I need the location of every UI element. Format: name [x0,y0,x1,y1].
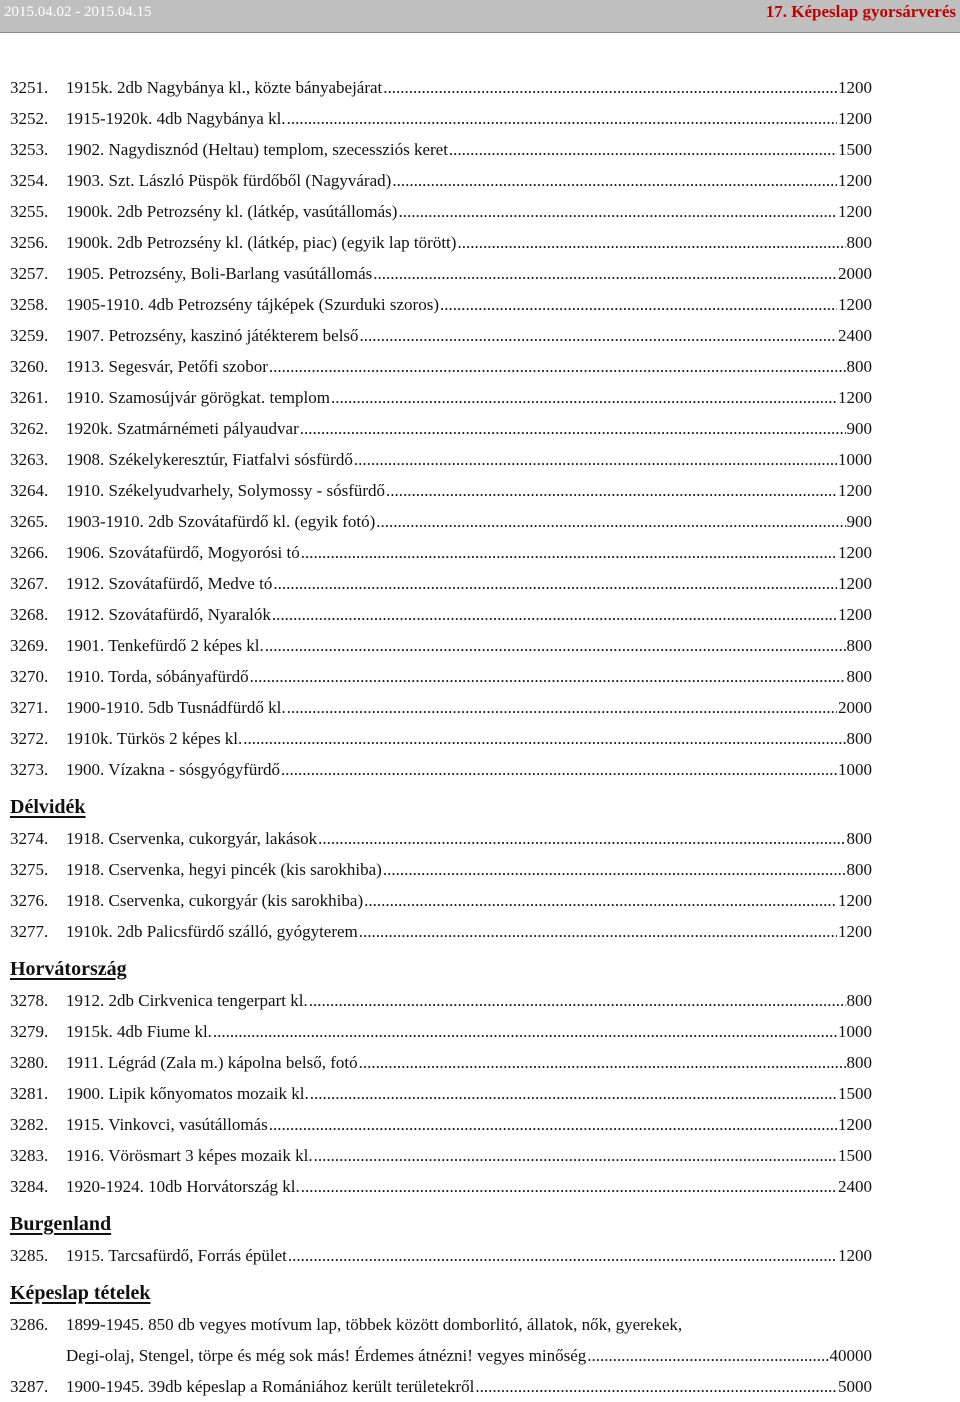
lot-price: 800 [846,729,872,748]
leader-dots [587,1340,828,1371]
lot-description: 1900. Lipik kőnyomatos mozaik kl. [66,1084,309,1103]
lot-number: 3267. [10,574,49,593]
leader-dots [281,754,837,785]
lot-description: 1916. Vörösmart 3 képes mozaik kl. [66,1146,313,1165]
lot-description: 1918. Cservenka, hegyi pincék (kis sarokhiba) [66,860,382,879]
leader-dots [383,854,846,885]
lot-number: 3255. [10,202,49,221]
leader-dots [213,1016,837,1047]
lot-description: 1910k. 2db Palicsfürdő szálló, gyógyterem [66,922,358,941]
lot-number: 3266. [10,543,49,562]
leader-dots [269,351,846,382]
leader-dots [475,1371,837,1402]
lot-number: 3265. [10,512,49,531]
lot-number: 3279. [10,1022,49,1041]
leader-dots [398,196,837,227]
lot-description: 1905-1910. 4db Petrozsény tájképek (Szurduki szoros) [66,295,439,314]
leader-dots [301,1171,837,1202]
lot-price: 1500 [838,1146,872,1165]
lot-description: 1915k. 2db Nagybánya kl., közte bányabejárat [66,78,383,97]
lot-price: 800 [846,357,872,376]
lot-number: 3258. [10,295,49,314]
leader-dots [273,568,837,599]
lot-number: 3252. [10,109,49,128]
lot-item [10,692,872,723]
lot-price: 1200 [838,202,872,221]
lot-item [10,1047,872,1078]
lot-description: 1910k. Türkös 2 képes kl. [66,729,243,748]
lot-description: 1915. Tarcsafürdő, Forrás épület [66,1246,287,1265]
lot-item [10,196,872,227]
lot-number: 3272. [10,729,49,748]
lot-description: 1901. Tenkefürdő 2 képes kl. [66,636,264,655]
lot-group-erdely [10,72,872,785]
lot-number: 3284. [10,1177,49,1196]
lot-price: 1200 [838,109,872,128]
lot-description: 1908. Székelykeresztúr, Fiatfalvi sósfürdő [66,450,353,469]
leader-dots [287,103,837,134]
lot-description: 1900k. 2db Petrozsény kl. (látkép, piac) (egyik lap törött) [66,233,457,252]
lot-item [10,351,872,382]
lot-number: 3286. [10,1315,49,1334]
lot-price: 1200 [838,891,872,910]
lot-item [10,506,872,537]
leader-dots [354,444,837,475]
lot-price: 800 [846,636,872,655]
lot-item [10,1371,872,1402]
lot-description: 1912. Szovátafürdő, Medve tó [66,574,273,593]
lot-description: 1910. Torda, sóbányafürdő [66,667,249,686]
lot-description: 1913. Segesvár, Petőfi szobor [66,357,268,376]
leader-dots [287,692,837,723]
leader-dots [449,134,837,165]
lot-number: 3271. [10,698,49,717]
date-range: 2015.04.02 - 2015.04.15 [4,4,152,20]
lot-item [10,537,872,568]
lot-price: 1200 [838,481,872,500]
lot-item [10,1171,872,1202]
lot-price: 1000 [838,1022,872,1041]
lot-description: 1907. Petrozsény, kaszinó játékterem belső [66,326,359,345]
lot-number: 3273. [10,760,49,779]
lot-price: 900 [846,419,872,438]
leader-dots [243,723,845,754]
lot-number: 3280. [10,1053,49,1072]
leader-dots [360,320,837,351]
lot-item [10,916,872,947]
lot-item [10,475,872,506]
lot-price: 900 [846,512,872,531]
lot-price: 2400 [838,326,872,345]
lot-number: 3275. [10,860,49,879]
lot-item [10,227,872,258]
lot-price: 1200 [838,1115,872,1134]
lot-price: 40000 [829,1346,872,1365]
lot-number: 3277. [10,922,49,941]
lot-item [10,382,872,413]
lot-number: 3282. [10,1115,49,1134]
lot-item [10,413,872,444]
lot-number: 3285. [10,1246,49,1265]
lot-number: 3251. [10,78,49,97]
lot-number: 3256. [10,233,49,252]
lot-item [10,885,872,916]
leader-dots [440,289,837,320]
leader-dots [265,630,846,661]
lot-description: 1900k. 2db Petrozsény kl. (látkép, vasútállomás) [66,202,398,221]
lot-price: 1200 [838,1246,872,1265]
lot-price: 2400 [838,1177,872,1196]
lot-number: 3278. [10,991,49,1010]
lot-item [10,568,872,599]
section-heading-horvatorszag: Horvátország [10,958,127,980]
lot-group-horvatorszag [10,985,872,1202]
leader-dots [331,382,837,413]
leader-dots [269,1109,837,1140]
lot-item [10,320,872,351]
lot-number: 3253. [10,140,49,159]
lot-number: 3264. [10,481,49,500]
lot-price: 800 [846,1053,872,1072]
leader-dots [288,1240,837,1271]
lot-item [10,1140,872,1171]
lot-price: 1200 [838,295,872,314]
lot-number: 3262. [10,419,49,438]
lot-item [10,258,872,289]
lot-description: 1902. Nagydisznód (Heltau) templom, szecessziós keret [66,140,448,159]
lot-item [10,134,872,165]
lot-price: 1500 [838,1084,872,1103]
lot-price: 1200 [838,78,872,97]
lot-item [10,854,872,885]
lot-price: 1200 [838,171,872,190]
lot-description: 1906. Szovátafürdő, Mogyorósi tó [66,543,300,562]
lot-price: 1200 [838,543,872,562]
lot-item [10,754,872,785]
lot-price: 2000 [838,698,872,717]
leader-dots [309,985,846,1016]
lot-price: 1200 [838,605,872,624]
leader-dots [359,916,837,947]
lot-price: 800 [846,829,872,848]
lot-list [10,72,872,1402]
lot-group-kepeslap-tetelek [10,1371,872,1402]
leader-dots [272,599,837,630]
lot-price: 800 [846,233,872,252]
lot-number: 3254. [10,171,49,190]
lot-number: 3261. [10,388,49,407]
lot-number: 3263. [10,450,49,469]
lot-description: 1900-1910. 5db Tusnádfürdő kl. [66,698,286,717]
leader-dots [250,661,846,692]
lot-description-line2: Degi-olaj, Stengel, törpe és még sok más! Érdemes átnézni! vegyes minőség [66,1346,587,1365]
lot-description-line1: 1899-1945. 850 db vegyes motívum lap, többek között domborlitó, állatok, nők, gyerekek, [66,1315,683,1334]
leader-dots [383,72,837,103]
lot-description: 1900. Vízakna - sósgyógyfürdő [66,760,281,779]
lot-number: 3260. [10,357,49,376]
leader-dots [376,506,845,537]
catalog-title: 17. Képeslap gyorsárverés [765,2,956,21]
lot-price: 1000 [838,450,872,469]
leader-dots [314,1140,837,1171]
lot-item [10,444,872,475]
lot-number: 3287. [10,1377,49,1396]
lot-description: 1915. Vinkovci, vasútállomás [66,1115,268,1134]
lot-item [10,599,872,630]
lot-item [10,1078,872,1109]
lot-price: 800 [846,667,872,686]
lot-price: 1200 [838,388,872,407]
lot-description: 1903. Szt. László Püspök fürdőből (Nagyvárad) [66,171,392,190]
leader-dots [300,413,846,444]
lot-price: 5000 [838,1377,872,1396]
section-heading-delvidek: Délvidék [10,796,86,818]
lot-item [10,289,872,320]
section-heading-burgenland: Burgenland [10,1213,112,1235]
lot-number: 3269. [10,636,49,655]
leader-dots [386,475,837,506]
section-heading-kepeslap-tetelek: Képeslap tételek [10,1282,151,1304]
lot-description: 1900-1945. 39db képeslap a Romániához került területekről [66,1377,475,1396]
lot-description: 1912. 2db Cirkvenica tengerpart kl. [66,991,308,1010]
leader-dots [359,1047,846,1078]
lot-number: 3270. [10,667,49,686]
lot-price: 800 [846,991,872,1010]
page-header [0,0,960,33]
lot-item [10,72,872,103]
lot-description: 1915k. 4db Fiume kl. [66,1022,212,1041]
lot-number: 3283. [10,1146,49,1165]
lot-item-multiline [10,1309,872,1371]
lot-description: 1920k. Szatmárnémeti pályaudvar [66,419,299,438]
lot-item [10,985,872,1016]
lot-description: 1918. Cservenka, cukorgyár, lakások [66,829,318,848]
leader-dots [364,885,837,916]
lot-description: 1903-1910. 2db Szovátafürdő kl. (egyik fotó) [66,512,376,531]
lot-item [10,1109,872,1140]
lot-number: 3281. [10,1084,49,1103]
lot-number: 3257. [10,264,49,283]
lot-item [10,1240,872,1271]
lot-description: 1918. Cservenka, cukorgyár (kis sarokhiba) [66,891,364,910]
lot-number: 3259. [10,326,49,345]
lot-item [10,103,872,134]
leader-dots [301,537,837,568]
lot-price: 2000 [838,264,872,283]
lot-item [10,661,872,692]
lot-number: 3274. [10,829,49,848]
lot-description: 1915-1920k. 4db Nagybánya kl. [66,109,286,128]
lot-number: 3268. [10,605,49,624]
lot-description: 1920-1924. 10db Horvátország kl. [66,1177,300,1196]
leader-dots [392,165,837,196]
leader-dots [310,1078,837,1109]
lot-price: 800 [846,860,872,879]
lot-description: 1910. Szamosújvár görögkat. templom [66,388,330,407]
lot-group-burgenland [10,1240,872,1271]
leader-dots [318,823,845,854]
lot-description: 1905. Petrozsény, Boli-Barlang vasútállomás [66,264,373,283]
lot-item [10,630,872,661]
lot-item [10,723,872,754]
lot-item [10,823,872,854]
lot-price: 1500 [838,140,872,159]
lot-description: 1910. Székelyudvarhely, Solymossy - sósfürdő [66,481,386,500]
lot-price: 1000 [838,760,872,779]
lot-description: 1911. Légrád (Zala m.) kápolna belső, fotó [66,1053,358,1072]
lot-group-delvidek [10,823,872,947]
lot-number: 3276. [10,891,49,910]
lot-item [10,1016,872,1047]
leader-dots [457,227,845,258]
leader-dots [373,258,837,289]
lot-item [10,165,872,196]
lot-description: 1912. Szovátafürdő, Nyaralók [66,605,271,624]
lot-price: 1200 [838,922,872,941]
lot-price: 1200 [838,574,872,593]
